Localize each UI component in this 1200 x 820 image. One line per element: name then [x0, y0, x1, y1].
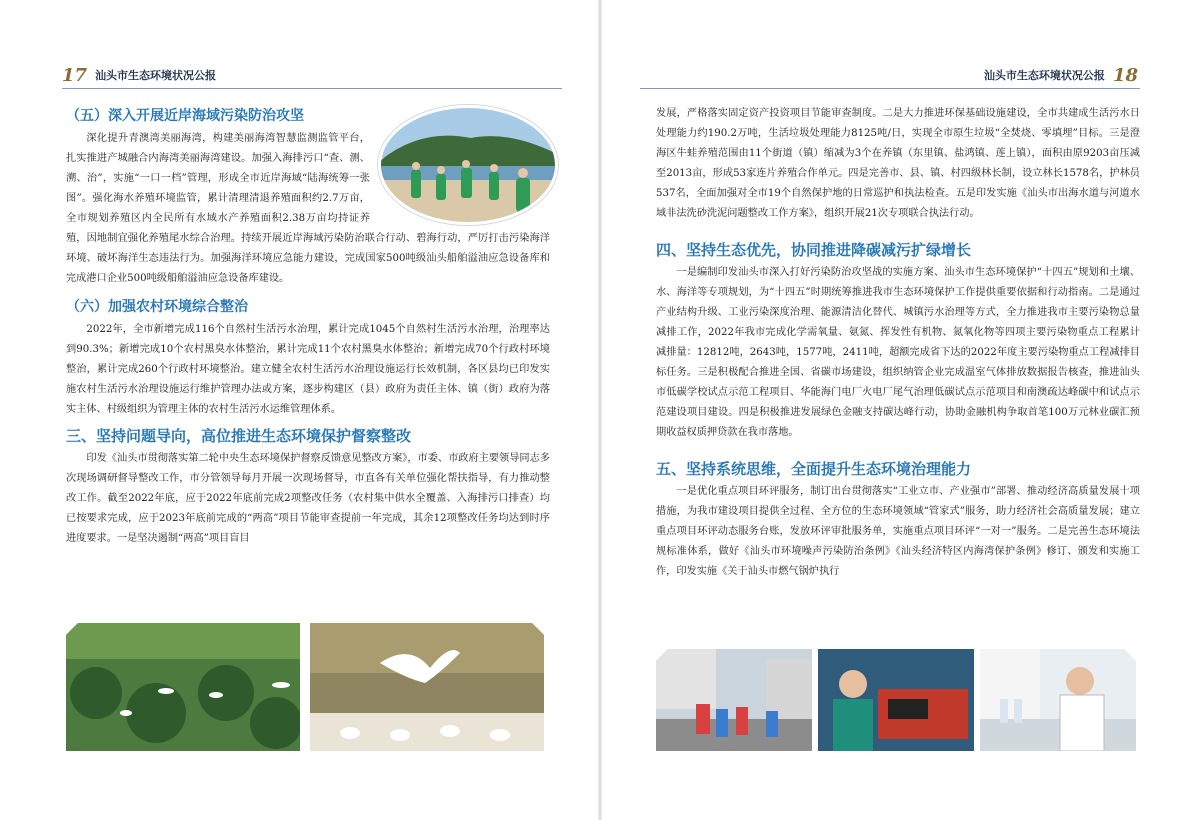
left-page-content	[66, 98, 550, 549]
street-event-photo	[656, 649, 812, 751]
left-page-number: 17	[62, 64, 88, 86]
egret-flight-photo	[310, 623, 544, 751]
left-page-header	[62, 62, 224, 88]
section-title-governance: 五、坚持系统思维，全面提升生态环境治理能力	[656, 460, 972, 478]
right-page-content	[656, 98, 1140, 582]
paragraph-coastal: 深化提升青澳湾美丽海湾，构建美丽海湾智慧监测监管平台，扎实推进产城融合内海湾美丽海湾建设。加强入海排污口“查、测、溯、治”，实施“一口一档”管理，形成全市近岸海域“陆海统筹一张图”。强化海水养殖环境监管，累计清理清退养殖面积约2.7万亩，全市规划养殖区内全民所有水域水产养殖面积2.38万亩均持证养殖，因地制宜强化养殖尾水综合治理。持续开展近岸海域污染防治联合行动、碧海行动，严厉打击污染海洋环境、破坏海洋生态违法行为。加强海洋环境应急能力建设，完成国家500吨级汕头船舶溢油应急设备库和完成港口企业500吨级船舶溢油应急设备库建设。	[66, 133, 550, 284]
section-title-rural: （六）加强农村环境综合整治	[66, 299, 248, 315]
egrets-trees-photo	[66, 623, 300, 751]
section-title-inspection: 三、坚持问题导向，高位推进生态环境保护督察整改	[66, 427, 412, 445]
paragraph-rural: 2022年，全市新增完成116个自然村生活污水治理，累计完成1045个自然村生活污水治理，治理率达到90.3%；新增完成10个农村黑臭水体整治，累计完成11个农村黑臭水体整治；新增完成70个行政村环境整治，累计完成260个行政村环境整治。建立健全农村生活污水治理设施运行长效机制，各区县均已印发实施农村生活污水治理设施运行维护管理办法或方案，逐步构建区（县）政府为责任主体、镇（街）政府为落实主体、村级组织为管理主体的农村生活污水运维管理体系。	[66, 324, 550, 415]
paragraph-carbon: 一是编制印发汕头市深入打好污染防治攻坚战的实施方案、汕头市生态环境保护“十四五”规划和土壤、水、海洋等专项规划，为“十四五”时期统筹推进我市生态环境保护工作提供重要依据和行动指南。二是通过产业结构升级、工业污染深度治理、能源清洁化替代、城镇污水治理等方式，全力推进我市主要污染物总量减排工作，2022年我市完成化学需氧量、氨氮、挥发性有机物、氮氧化物等四项主要污染物重点工程累计减排量：12812吨，2643吨，1577吨，2411吨，超额完成省下达的2022年度主要污染物重点工程减排目标任务。三是积极配合推进全国、省碳市场建设，组织纳管企业完成温室气体排放数据报告核查，推进汕头市低碳学校试点示范工程项目、华能海门电厂火电厂尾气治理低碳试点示范项目和南澳疏达峰碳中和试点示范建设项目建设。四是积极推进发展绿色金融支持碳达峰行动，协助金融机构争取首笔100万元林业碳汇预期收益权质押贷款在我市落地。	[656, 267, 1140, 438]
paragraph-governance: 一是优化重点项目环评服务，制订出台贯彻落实“工业立市、产业强市”部署、推动经济高质量发展十项措施，为我市建设项目提供全过程、全方位的生态环境领域“管家式”服务，助力经济社会高质量发展；建立重点项目环评动态服务台账，发放环评审批服务单，实施重点项目环评“一对一”服务。二是完善生态环境法规标准体系，做好《汕头市环境噪声污染防治条例》《汕头经济特区内海湾保护条例》修订、颁发和实施工作，印发实施《关于汕头市燃气锅炉执行	[656, 486, 1140, 577]
paragraph-continued: 发展，严格落实固定资产投资项目节能审查制度。二是大力推进环保基础设施建设，全市共建成生活污水日处理能力约190.2万吨，生活垃圾处理能力8125吨/日，实现全市原生垃圾“全焚烧、零填埋”目标。三是澄海区牛蛙养殖范围由11个街道（镇）缩减为3个在养镇（东里镇、盐鸿镇、莲上镇），面积由原9203亩压减至2013亩，形成53家连片养殖合作单元。四是完善市、县、镇、村四级林长制，设立林长1578名，护林员537名，全面加强对全市19个自然保护地的日常巡护和执法检查。五是印发实施《汕头市出海水道与河道水域非法洗砂洗泥问题整改工作方案》，组织开展21次专项联合执法行动。	[656, 108, 1140, 219]
beach-cleanup-photo	[378, 105, 558, 225]
left-running-title: 汕头市生态环境状况公报	[95, 69, 217, 82]
section-title-coastal: （五）深入开展近岸海域污染防治攻坚	[66, 108, 304, 124]
right-running-title: 汕头市生态环境状况公报	[983, 69, 1105, 82]
left-header-rule	[62, 88, 562, 89]
right-page-header	[976, 62, 1138, 88]
section-title-carbon: 四、坚持生态优先，协同推进降碳减污扩绿增长	[656, 241, 972, 259]
right-page-number: 18	[1112, 64, 1138, 86]
lab-testing-photo	[980, 649, 1136, 751]
paragraph-inspection: 印发《汕头市贯彻落实第二轮中央生态环境保护督察反馈意见整改方案》，市委、市政府主要领导同志多次现场调研督导整改工作，市分管领导每月开展一次现场督导，市直各有关单位强化帮扶指导，有力推动整改工作。截至2022年底，应于2022年底前完成2项整改任务（农村集中供水全覆盖、入海排污口排查）均已按要求完成，应于2023年底前完成的“两高”项目节能审查提前一年完成，其余12项整改任务均达到时序进度要求。一是坚决遏制“两高”项目盲目	[66, 453, 550, 544]
right-header-rule	[640, 88, 1140, 89]
field-monitoring-photo	[818, 649, 974, 751]
page-gutter	[598, 0, 602, 820]
